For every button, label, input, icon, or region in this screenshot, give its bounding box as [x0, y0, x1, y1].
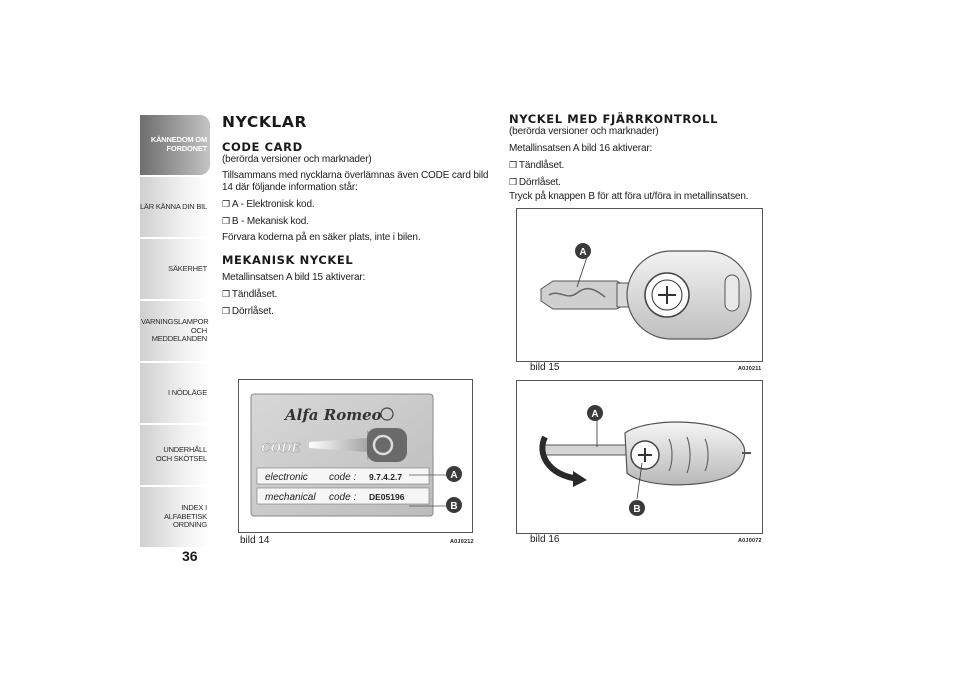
bullet-dorrlaset-2: ❒ Dörrlåset.: [509, 176, 779, 189]
sidebar-tab-i-nodlage[interactable]: [140, 363, 210, 423]
fjarr-footer: Tryck på knappen B för att föra ut/föra in metallinsatsen.: [509, 191, 749, 202]
sidebar-tab-label: UNDERHÅLL OCH SKÖTSEL: [155, 445, 207, 463]
figure-14-code-card: [238, 379, 473, 533]
figure-code-16: A0J0072: [738, 538, 762, 544]
figure-code-14: A0J0212: [450, 539, 474, 545]
left-column: [222, 113, 492, 318]
bullet-mechanical-code: ❒ B - Mekanisk kod.: [222, 215, 492, 228]
sidebar-tab-kannedom[interactable]: [140, 115, 210, 175]
sidebar-tab-underhall[interactable]: [140, 425, 210, 485]
sidebar-tab-label: KÄNNEDOM OM FORDONET: [150, 135, 207, 153]
code-card-illustration: [239, 380, 472, 532]
code-card-subtitle: (berörda versioner och marknader): [222, 154, 372, 165]
marker-a-label: A: [591, 409, 599, 420]
electronic-label: electronic: [265, 472, 308, 483]
fjarr-subtitle: (berörda versioner och marknader): [509, 126, 659, 137]
key-blade: [541, 445, 633, 455]
marker-b-label: B: [633, 504, 641, 515]
mechanical-code-word: code :: [329, 492, 357, 503]
sidebar-tab-label: SÄKERHET: [168, 263, 207, 273]
key-blade: [541, 281, 627, 309]
electronic-code-value: 9.7.4.2.7: [369, 472, 403, 482]
right-column: [509, 113, 779, 203]
bullet-electronic-code: ❒ A - Elektronisk kod.: [222, 198, 492, 211]
bullet-tandlaset: ❒ Tändlåset.: [222, 288, 492, 301]
sidebar-tab-label: I NÖDLÄGE: [167, 387, 207, 397]
mechanical-code-value: DE05196: [369, 492, 405, 502]
marker-a-label: A: [450, 470, 458, 481]
figure-code-15: A0J0211: [738, 366, 762, 372]
fjarr-body: Metallinsatsen A bild 16 aktiverar:: [509, 143, 653, 154]
remote-key-illustration: [517, 381, 762, 533]
card-code-label: CODE: [261, 441, 301, 455]
caption-bild-14: bild 14: [240, 535, 270, 546]
bullet-dorrlaset: ❒ Dörrlåset.: [222, 305, 492, 318]
caption-bild-15: bild 15: [530, 362, 560, 373]
mech-body: Metallinsatsen A bild 15 aktiverar:: [222, 272, 366, 283]
sidebar-tab-index[interactable]: [140, 487, 210, 547]
marker-a-label: A: [579, 247, 587, 258]
figure-16-remote-key: [516, 380, 763, 534]
caption-bild-16: bild 16: [530, 534, 560, 545]
heading-mekanisk-nyckel: MEKANISK NYCKEL: [222, 253, 354, 267]
key-ring-hole: [725, 275, 739, 311]
sidebar-tab-label: VARNINGSLAMPOR OCH MEDDELANDEN: [141, 317, 209, 344]
page-number: 36: [182, 548, 198, 564]
marker-b-label: B: [450, 501, 458, 512]
sidebar-tab-lar-kanna[interactable]: [140, 177, 210, 237]
heading-nyckel-fjarrkontroll: NYCKEL MED FJÄRRKONTROLL: [509, 112, 719, 126]
mechanical-label: mechanical: [265, 492, 316, 503]
figure-15-mechanical-key: [516, 208, 763, 362]
sidebar-tab-label: INDEX I ALFABETISK ORDNING: [163, 503, 207, 530]
code-card-body: Tillsammans med nycklarna överlämnas även CODE card bild 14 där följande information står:: [222, 170, 489, 193]
code-card-footer: Förvara koderna på en säker plats, inte i bilen.: [222, 232, 421, 243]
sidebar-tab-label: LÄR KÄNNA DIN BIL: [139, 201, 207, 211]
bullet-tandlaset-2: ❒ Tändlåset.: [509, 159, 779, 172]
mechanical-key-illustration: [517, 209, 762, 361]
brand-logo-text: Alfa Romeo: [285, 406, 382, 424]
electronic-code-word: code :: [329, 472, 357, 483]
sidebar-tab-sakerhet[interactable]: [140, 239, 210, 299]
section-title-nycklar: NYCKLAR: [222, 113, 308, 131]
sidebar-tab-varningslampor[interactable]: [140, 301, 210, 361]
heading-code-card: CODE CARD: [222, 140, 303, 154]
